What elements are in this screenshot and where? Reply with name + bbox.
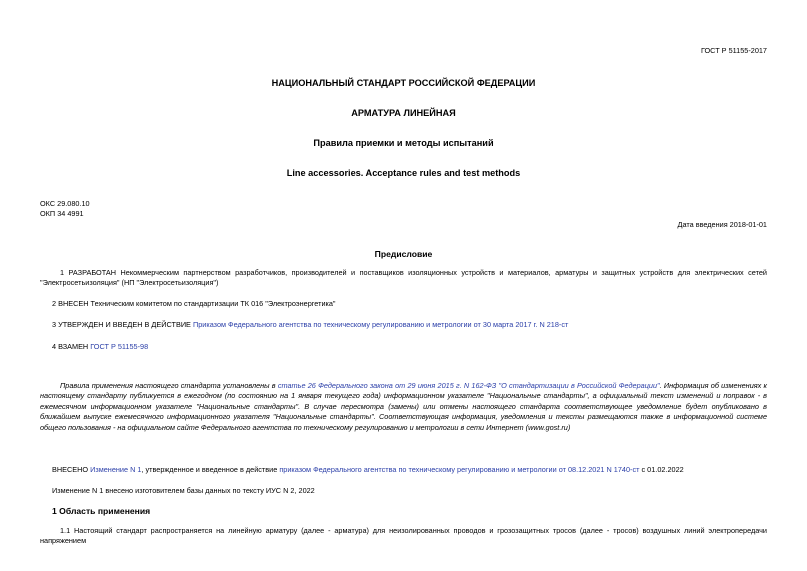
subtitle-en: Line accessories. Acceptance rules and test methods bbox=[286, 168, 521, 178]
section-1-heading: 1 Область применения bbox=[52, 506, 151, 516]
document-name: АРМАТУРА ЛИНЕЙНАЯ bbox=[351, 108, 456, 118]
preface-heading: Предисловие bbox=[374, 249, 433, 259]
preface-item-3-text: 3 УТВЕРЖДЕН И ВВЕДЕН В ДЕЙСТВИЕ bbox=[52, 320, 193, 329]
order-link[interactable]: Приказом Федерального агентства по техническому регулированию и метрологии от 30 марта 2017 г. N 218-ст bbox=[192, 320, 569, 329]
amendment-note: Изменение N 1 внесено изготовителем базы данных по тексту ИУС N 2, 2022 bbox=[52, 486, 315, 495]
amendment-suffix: с 01.02.2022 bbox=[639, 465, 684, 474]
oks-code: ОКС 29.080.10 bbox=[40, 199, 90, 208]
amendment-line bbox=[52, 465, 684, 475]
preface-item-1: 1 РАЗРАБОТАН Некоммерческим партнерством разработчиков, производителей и поставщиков изоляционных устройств и материалов, арматуры и защитных устройств для электрических сетей "Электросетьизоляция" (НП "Электросетьизоляция") bbox=[40, 268, 767, 288]
application-rules-paragraph bbox=[40, 381, 767, 433]
amendment-order-link[interactable]: приказом Федерального агентства по техническому регулированию и метрологии от 08.12.2021 N 1740-ст bbox=[279, 465, 640, 474]
okp-code: ОКП 34 4991 bbox=[40, 209, 84, 218]
introduction-date: Дата введения 2018-01-01 bbox=[677, 220, 767, 229]
national-standard-title: НАЦИОНАЛЬНЫЙ СТАНДАРТ РОССИЙСКОЙ ФЕДЕРАЦИИ bbox=[271, 78, 536, 88]
gost-replaced-link[interactable]: ГОСТ Р 51155-98 bbox=[90, 342, 149, 351]
rules-text-rest: . Информация об изменениях к настоящему стандарту публикуется в ежегодном (по состоянию на 1 января текущего года) информационном указателе "Национальные стандарты", а официальный текст изменений и поправок - в ежемесячном информационном указателе "Национальные стандарты". В случае пересмотра (замены) или отмены настоящего стандарта соответствующее уведомление будет опубликовано в ближайшем выпуске ежемесячного информационного указателя "Национальные стандарты". Соответствующая информация, уведомления и тексты размещаются также в информационной системе общего пользования - на официальном сайте Федерального агентства по техническому регулированию и метрологии в сети Интернет (www.gost.ru) bbox=[40, 381, 768, 432]
subtitle-ru: Правила приемки и методы испытаний bbox=[313, 138, 494, 148]
amendment-mid: , утвержденное и введенное в действие bbox=[141, 465, 280, 474]
amendment-link[interactable]: Изменение N 1 bbox=[90, 465, 142, 474]
document-code: ГОСТ Р 51155-2017 bbox=[700, 46, 767, 55]
preface-item-4-text: 4 ВЗАМЕН bbox=[52, 342, 91, 351]
rules-text-start: Правила применения настоящего стандарта установлены в bbox=[60, 381, 278, 390]
preface-item-3 bbox=[52, 320, 568, 330]
section-1-paragraph: 1.1 Настоящий стандарт распространяется на линейную арматуру (далее - арматура) для неизолированных проводов и грозозащитных тросов (далее - тросов) воздушных линий электропередачи напряжением bbox=[40, 526, 767, 546]
preface-item-2: 2 ВНЕСЕН Техническим комитетом по стандартизации ТК 016 "Электроэнергетика" bbox=[52, 299, 336, 308]
preface-item-4 bbox=[52, 342, 148, 352]
federal-law-link[interactable]: статье 26 Федерального закона от 29 июня 2015 г. N 162-ФЗ "О стандартизации в Российской Федерации" bbox=[277, 381, 660, 390]
amendment-prefix: ВНЕСЕНО bbox=[52, 465, 91, 474]
